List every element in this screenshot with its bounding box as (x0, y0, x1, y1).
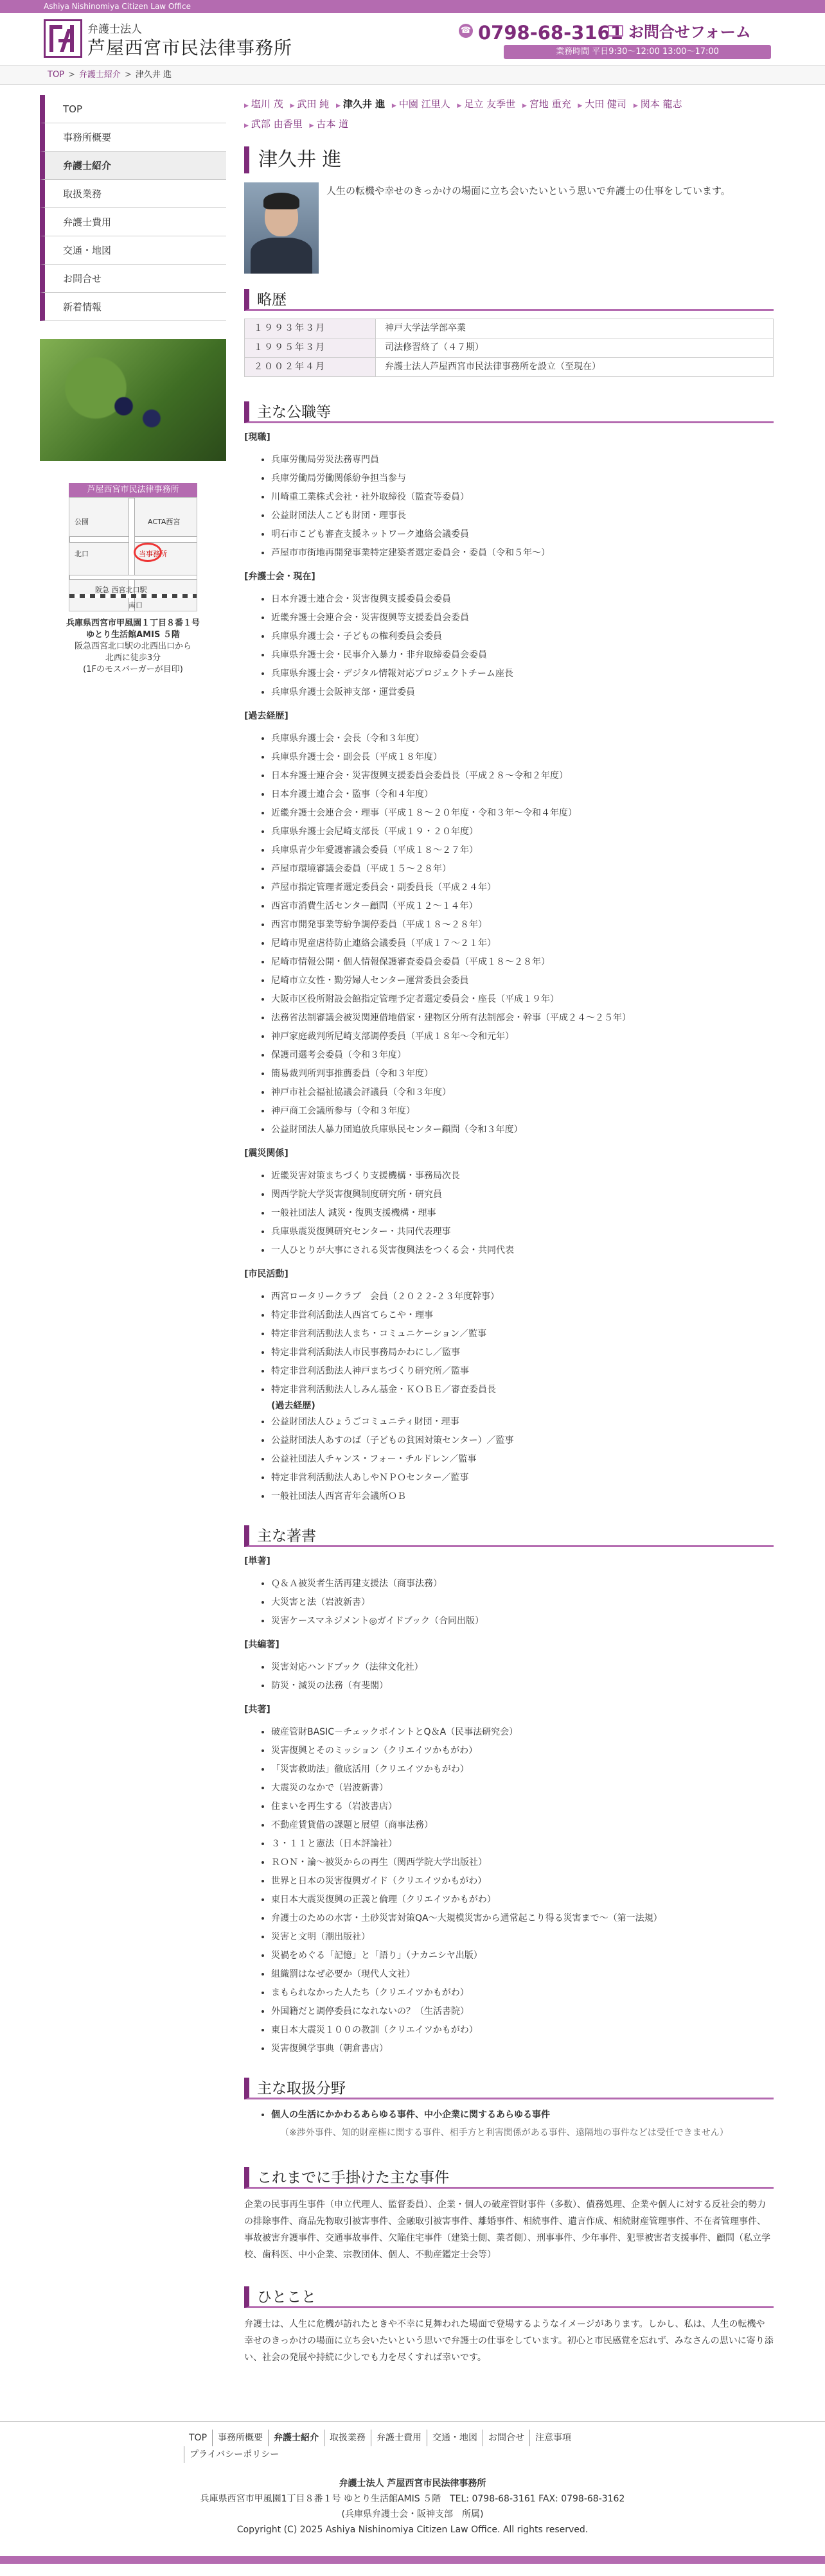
list-item: • 川崎重工業株式会社・社外取締役（監査等委員） (271, 488, 774, 507)
sidebar-item-office[interactable]: 事務所概要 (40, 123, 226, 152)
section-heading-practice: 主な取扱分野 (244, 2078, 774, 2099)
public-list (271, 1167, 774, 1260)
list-item: • 兵庫県弁護士会・民事介入暴力・非弁取締委員会委員 (271, 646, 774, 665)
list-item: • 兵庫県弁護士会・会長（令和３年度） (271, 730, 774, 748)
list-item: • 世界と日本の災害復興ガイド（クリエイツかもがわ） (271, 1872, 774, 1891)
practice-note: （※渉外事件、知的財産権に関する事件、相手方と利害関係がある事件、遠隔地の事件などは受任できません） (280, 2128, 729, 2138)
list-item: • 簡易裁判所判事推薦委員（令和３年度） (271, 1065, 774, 1083)
hitokoto-text: 弁護士は、人生に危機が訪れたときや不幸に見舞われた場面で登場するようなイメージがあります。しかし、私は、人生の転機や幸せのきっかけの場面に立ち会いたいという思いで弁護士の仕事をしています。初心と市民感覚を忘れず、みなさんの思いに寄り添い、社会の発展や持続に少しでも力を尽くすれば幸いです。 (244, 2319, 774, 2363)
history-table (244, 319, 774, 377)
breadcrumb-top[interactable]: TOP (48, 70, 65, 80)
footer-address: 兵庫県西宮市甲風園1丁目８番１号 ゆとり生活館AMIS ５階 TEL: 0798-68-3161 FAX: 0798-68-3162 (200, 2494, 625, 2504)
public-group-label: [震災関係] (244, 1148, 288, 1159)
list-item: • 兵庫労働局労働関係紛争担当参与 (271, 469, 774, 488)
list-item: • 兵庫労働局労災法務専門員 (271, 451, 774, 469)
list-item: • 公益財団法人あすのば（子どもの貧困対策センター）／監事 (271, 1432, 774, 1450)
section-heading-public: 主な公職等 (244, 401, 774, 423)
list-item: • 災禍をめぐる「記憶」と「語り」（ナカニシヤ出版） (271, 1947, 774, 1965)
profile-block (244, 182, 774, 274)
sidebar-item-lawyers[interactable]: 弁護士紹介 (40, 152, 226, 180)
lawyer-link[interactable]: ▶ 宮地 重充 (522, 95, 571, 115)
table-row (245, 338, 774, 358)
address-line: 阪急西宮北口駅の北西出口から (74, 642, 191, 651)
map-label-south: 南口 (129, 601, 143, 609)
public-list (271, 730, 774, 1139)
sidebar-item-news[interactable]: 新着情報 (40, 293, 226, 321)
list-item: • 防災・減災の法務（有斐閣） (271, 1677, 774, 1695)
mail-icon (608, 25, 623, 37)
lawyer-nav (244, 95, 774, 135)
list-item: • 公益財団法人暴力団追放兵庫県民センター顧問（令和３年度） (271, 1121, 774, 1139)
list-item: • 兵庫県弁護士会・子どもの権利委員会委員 (271, 627, 774, 646)
business-hours: 業務時間 平日9:30〜12:00 13:00〜17:00 (504, 45, 771, 59)
list-item: • 住まいを再生する（岩波書店） (271, 1798, 774, 1816)
section-heading-cases: これまでに手掛けた主な事件 (244, 2167, 774, 2189)
list-item: • 一般社団法人西宮青年会議所ＯＢ (271, 1487, 774, 1506)
history-event: 司法修習終了（４７期） (376, 338, 774, 358)
list-item: • 東日本大震災１００の教訓（クリエイツかもがわ） (271, 2021, 774, 2040)
contact-form-link[interactable]: お問合せフォーム (628, 23, 751, 41)
list-item: • 災害復興とそのミッション（クリエイツかもがわ） (271, 1742, 774, 1760)
list-item: • 神戸家庭裁判所尼崎支部調停委員（平成１８年〜令和元年） (271, 1028, 774, 1046)
public-group-label: [弁護士会・現在] (244, 572, 315, 582)
list-item: • 特定非営利活動法人しみん基金・ＫＯＢＥ／審査委員長 (271, 1381, 774, 1399)
access-map[interactable] (69, 483, 197, 611)
lawyer-link[interactable]: ▶ 武田 純 (290, 95, 329, 115)
list-item: • 組織罰はなぜ必要か（現代人文社） (271, 1965, 774, 1984)
sidebar-item-top[interactable]: TOP (40, 95, 226, 123)
map-image (69, 497, 197, 611)
table-row (245, 319, 774, 338)
sidebar-item-services[interactable]: 取扱業務 (40, 180, 226, 208)
list-item: • 破産管財BASIC－チェックポイントとQ＆A（民事法研究会） (271, 1723, 774, 1742)
sidebar-item-fees[interactable]: 弁護士費用 (40, 208, 226, 236)
list-item: • 日本弁護士連合会・監事（令和４年度） (271, 785, 774, 804)
public-list (271, 1413, 774, 1506)
list-item: • 保護司選考会委員（令和３年度） (271, 1046, 774, 1065)
list-item: • 特定非営利活動法人まち・コミュニケーション／監事 (271, 1325, 774, 1344)
footer-copyright: Copyright (C) 2025 Ashiya Nishinomiya Citizen Law Office. All rights reserved. (236, 2525, 589, 2535)
list-item: • 公益社団法人チャンス・フォー・チルドレン／監事 (271, 1450, 774, 1469)
list-item: • 災害ケースマネジメント◎ガイドブック（合同出版） (271, 1612, 774, 1631)
list-item: • 日本弁護士連合会・災害復興支援委員会委員 (271, 590, 774, 609)
list-item: • 兵庫県青少年愛護審議会委員（平成１８〜２７年） (271, 841, 774, 860)
footer-branch: (兵庫県弁護士会・阪神支部 所属) (341, 2509, 484, 2519)
list-item: • 芦屋市市街地再開発事業特定建築者選定委員会・委員（令和５年〜） (271, 544, 774, 563)
list-item: • 「災害救助法」徹底活用（クリエイツかもがわ） (271, 1760, 774, 1779)
map-title: 芦屋西宮市民法律事務所 (69, 483, 197, 497)
list-item: • 特定非営利活動法人あしやＮＰＯセンター／監事 (271, 1469, 774, 1487)
footer-link-services[interactable]: 取扱業務 (324, 2430, 371, 2446)
sidebar (40, 95, 226, 676)
books-group-label: [共著] (244, 1704, 271, 1715)
list-item: • 尼崎市情報公開・個人情報保護審査委員会委員（平成１８〜２８年） (271, 953, 774, 972)
logo-icon[interactable] (44, 19, 82, 58)
list-item: • 兵庫県弁護士会・副会長（平成１８年度） (271, 748, 774, 767)
practice-main: • 個人の生活にかかわるあらゆる事件、中小企業に関するあらゆる事件 (271, 2106, 774, 2125)
list-item: • 一般社団法人 減災・復興支援機構・理事 (271, 1204, 774, 1223)
lawyer-link[interactable]: ▶ 塩川 茂 (244, 95, 283, 115)
list-item: • 特定非営利活動法人神戸まちづくり研究所／監事 (271, 1362, 774, 1381)
list-item: • 一人ひとりが大事にされる災害復興法をつくる会・共同代表 (271, 1241, 774, 1260)
list-item: • 不動産賃貸借の課題と展望（商事法務） (271, 1816, 774, 1835)
list-item: • 兵庫県震災復興研究センター・共同代表理事 (271, 1223, 774, 1241)
phone-icon: ☎ (459, 24, 473, 38)
list-item: • 兵庫県弁護士会尼崎支部長（平成１９・２０年度） (271, 823, 774, 841)
history-event: 神戸大学法学部卒業 (376, 319, 774, 338)
footer-link-lawyers[interactable]: 弁護士紹介 (268, 2430, 324, 2446)
list-item: • 近畿弁護士会連合会・災害復興等支援委員会委員 (271, 609, 774, 627)
main-content (244, 95, 774, 2366)
list-item: • 明石市こども審査支援ネットワーク連絡会議委員 (271, 525, 774, 544)
sidebar-item-contact[interactable]: お問合せ (40, 265, 226, 293)
footer-office-name: 弁護士法人 芦屋西宮市民法律事務所 (339, 2478, 486, 2489)
contact-row (459, 19, 771, 42)
list-item: • 日本弁護士連合会・災害復興支援委員会委員長（平成２８〜令和２年度） (271, 767, 774, 785)
lawyer-link-current[interactable]: ▶ 津久井 進 (336, 95, 385, 115)
office-marker-icon (134, 543, 162, 562)
list-item: • 特定非営利活動法人市民事務局かわにし／監事 (271, 1344, 774, 1362)
lawyer-photo (244, 182, 319, 274)
cases-text: 企業の民事再生事件（申立代理人、監督委員）、企業・個人の破産管財事件（多数）、債務処理、企業や個人に対する反社会的勢力の排除事件、商品先物取引被害事件、金融取引被害事件、離婚事件、相続事件、遺言作成、相続財産管理事件、不在者管理事件、事故被害弁護事件、交通事故事件、欠陥住宅事件（建築士側、業者側）、刑事事件、少年事件、犯罪被害者支援事件、顧問（私立学校、歯科医、中小企業、宗教団体、個人、不動産鑑定士会等） (244, 2200, 770, 2260)
list-item: • 関西学院大学災害復興制度研究所・研究員 (271, 1186, 774, 1204)
list-item: • ３・１１と憲法（日本評論社） (271, 1835, 774, 1853)
books-list (271, 1575, 774, 1631)
breadcrumb-current: 津久井 進 (135, 70, 172, 80)
public-group-label: [過去経歴] (244, 711, 288, 721)
history-event: 弁護士法人芦屋西宮市民法律事務所を設立（至現在） (376, 358, 774, 377)
footer (0, 2421, 825, 2563)
lawyer-link[interactable]: ▶ 中園 江里人 (392, 95, 450, 115)
topbar: Ashiya Nishinomiya Citizen Law Office (0, 0, 825, 13)
list-item: • 法務省法制審議会被災関連借地借家・建物区分所有法制部会・幹事（平成２４〜２５年） (271, 1009, 774, 1028)
header (0, 13, 825, 66)
list-item: • 尼崎市立女性・勤労婦人センター運営委員会委員 (271, 972, 774, 990)
map-label-shop: ACTA西宮 (148, 518, 181, 526)
breadcrumb-lawyers[interactable]: 弁護士紹介 (78, 70, 121, 80)
address-line: 兵庫県西宮市甲風園１丁目８番１号 (66, 618, 200, 628)
phone-number[interactable]: 0798-68-3161 (478, 22, 623, 44)
footer-link-access[interactable]: 交通・地図 (427, 2430, 483, 2446)
logo-name[interactable]: 芦屋西宮市民法律事務所 (87, 37, 293, 58)
list-item: • 大震災のなかで（岩波新書） (271, 1779, 774, 1798)
book-groups (244, 1555, 774, 2058)
bottom-bar (0, 2556, 825, 2564)
books-list (271, 1723, 774, 2058)
list-item: • 神戸市社会福祉協議会評議員（令和３年度） (271, 1083, 774, 1102)
lawyer-link[interactable]: ▶ 古本 道 (309, 115, 348, 135)
books-list (271, 1658, 774, 1695)
list-item: • ＲＯＮ・論～被災からの再生（関西学院大学出版社） (271, 1853, 774, 1872)
address-line: 北西に徒歩3分 (105, 653, 161, 663)
footer-link-contact[interactable]: お問合せ (483, 2430, 529, 2446)
public-group-label: [市民活動] (244, 1269, 288, 1279)
footer-link-notice[interactable]: 注意事項 (529, 2430, 576, 2446)
list-item: • 災害復興学事典（朝倉書店） (271, 2040, 774, 2058)
public-list (271, 1288, 774, 1399)
content-wrapper (0, 85, 825, 2506)
page-title: 津久井 進 (244, 146, 774, 173)
lawyer-link[interactable]: ▶ 武部 由香里 (244, 115, 303, 135)
list-item: • 神戸商工会議所参与（令和３年度） (271, 1102, 774, 1121)
list-item: • 近畿災害対策まちづくり支援機構・事務局次長 (271, 1167, 774, 1186)
public-groups (244, 431, 774, 1506)
section-heading-books: 主な著書 (244, 1525, 774, 1547)
list-item: • 兵庫県弁護士会阪神支部・運営委員 (271, 683, 774, 702)
list-item: • 近畿弁護士会連合会・理事（平成１８〜２０年度・令和３年〜令和４年度） (271, 804, 774, 823)
footer-link-office[interactable]: 事務所概要 (212, 2430, 268, 2446)
list-item: • 西宮市消費生活センター顧問（平成１２〜１４年） (271, 897, 774, 916)
list-item: • 特定非営利活動法人西宮てらこや・理事 (271, 1306, 774, 1325)
list-item: • 尼崎市児童虐待防止連絡会議委員（平成１７〜２１年） (271, 934, 774, 953)
public-list (271, 451, 774, 563)
list-item: • 芦屋市環境審議会委員（平成１５〜２８年） (271, 860, 774, 879)
public-group-label: [現職] (244, 432, 271, 442)
list-item: • まもられなかった人たち（クリエイツかもがわ） (271, 1984, 774, 2002)
history-date: ２００２年４月 (245, 358, 376, 377)
section-heading-hitokoto: ひとこと (244, 2286, 774, 2308)
public-list (271, 590, 774, 702)
footer-link-fees[interactable]: 弁護士費用 (371, 2430, 427, 2446)
section-heading-history: 略歴 (244, 289, 774, 311)
decorative-photo (40, 339, 226, 461)
map-label-office: 当事務所 (139, 550, 167, 558)
footer-nav (184, 2430, 646, 2463)
history-date: １９９５年３月 (245, 338, 376, 358)
map-label-station: 阪急 西宮北口駅 (95, 586, 147, 594)
list-item: • 公益財団法人こども財団・理事長 (271, 507, 774, 525)
footer-link-privacy[interactable]: プライバシーポリシー (184, 2446, 284, 2463)
list-item: • 西宮ロータリークラブ 会員（２０２２-２３年度幹事） (271, 1288, 774, 1306)
map-label-north: 北口 (75, 550, 89, 558)
list-item: • Ｑ＆Ａ被災者生活再建支援法（商事法務） (271, 1575, 774, 1593)
address-line: ゆとり生活館AMIS ５階 (86, 630, 180, 640)
list-item: • 兵庫県弁護士会・デジタル情報対応プロジェクトチーム座長 (271, 665, 774, 683)
list-item: • 大災害と法（岩波新書） (271, 1593, 774, 1612)
history-date: １９９３年３月 (245, 319, 376, 338)
list-item: • 災害と文明（潮出版社） (271, 1928, 774, 1947)
lawyer-link[interactable]: ▶ 大田 健司 (578, 95, 626, 115)
lawyer-link[interactable]: ▶ 足立 友季世 (457, 95, 515, 115)
list-item: • 災害対応ハンドブック（法律文化社） (271, 1658, 774, 1677)
list-item: • 外国籍だと調停委員になれないの？（生活書院） (271, 2002, 774, 2021)
list-item: • 大阪市区役所附設会館指定管理予定者選定委員会・座長（平成１９年） (271, 990, 774, 1009)
footer-info (0, 2476, 825, 2537)
profile-intro: 人生の転機や幸せのきっかけの場面に立ち会いたいという思いで弁護士の仕事をしています。 (326, 185, 731, 197)
books-group-label: [共編著] (244, 1640, 279, 1650)
lawyer-link[interactable]: ▶ 関本 龍志 (634, 95, 682, 115)
list-item: • 西宮市開発事業等紛争調停委員（平成１８〜２８年） (271, 916, 774, 934)
logo-subtitle: 弁護士法人 (87, 23, 142, 36)
table-row (245, 358, 774, 377)
address-line: (1Fのモスバーガーが目印) (83, 665, 183, 674)
breadcrumb: TOP > 弁護士紹介 > 津久井 進 (0, 66, 825, 85)
list-item: • 弁護士のための水害・土砂災害対策QA～大規模災害から通常起こり得る災害まで～（第一法規） (271, 1909, 774, 1928)
list-item: • 芦屋市指定管理者選定委員会・副委員長（平成２４年） (271, 879, 774, 897)
public-group-label: (過去経歴) (271, 1401, 315, 1411)
footer-link-top[interactable]: TOP (189, 2433, 208, 2443)
map-label-park: 公園 (75, 518, 89, 526)
list-item: • 東日本大震災復興の正義と倫理（クリエイツかもがわ） (271, 1891, 774, 1909)
list-item: • 公益財団法人ひょうごコミュニティ財団・理事 (271, 1413, 774, 1432)
books-group-label: [単著] (244, 1556, 271, 1566)
sidebar-item-access[interactable]: 交通・地図 (40, 236, 226, 265)
